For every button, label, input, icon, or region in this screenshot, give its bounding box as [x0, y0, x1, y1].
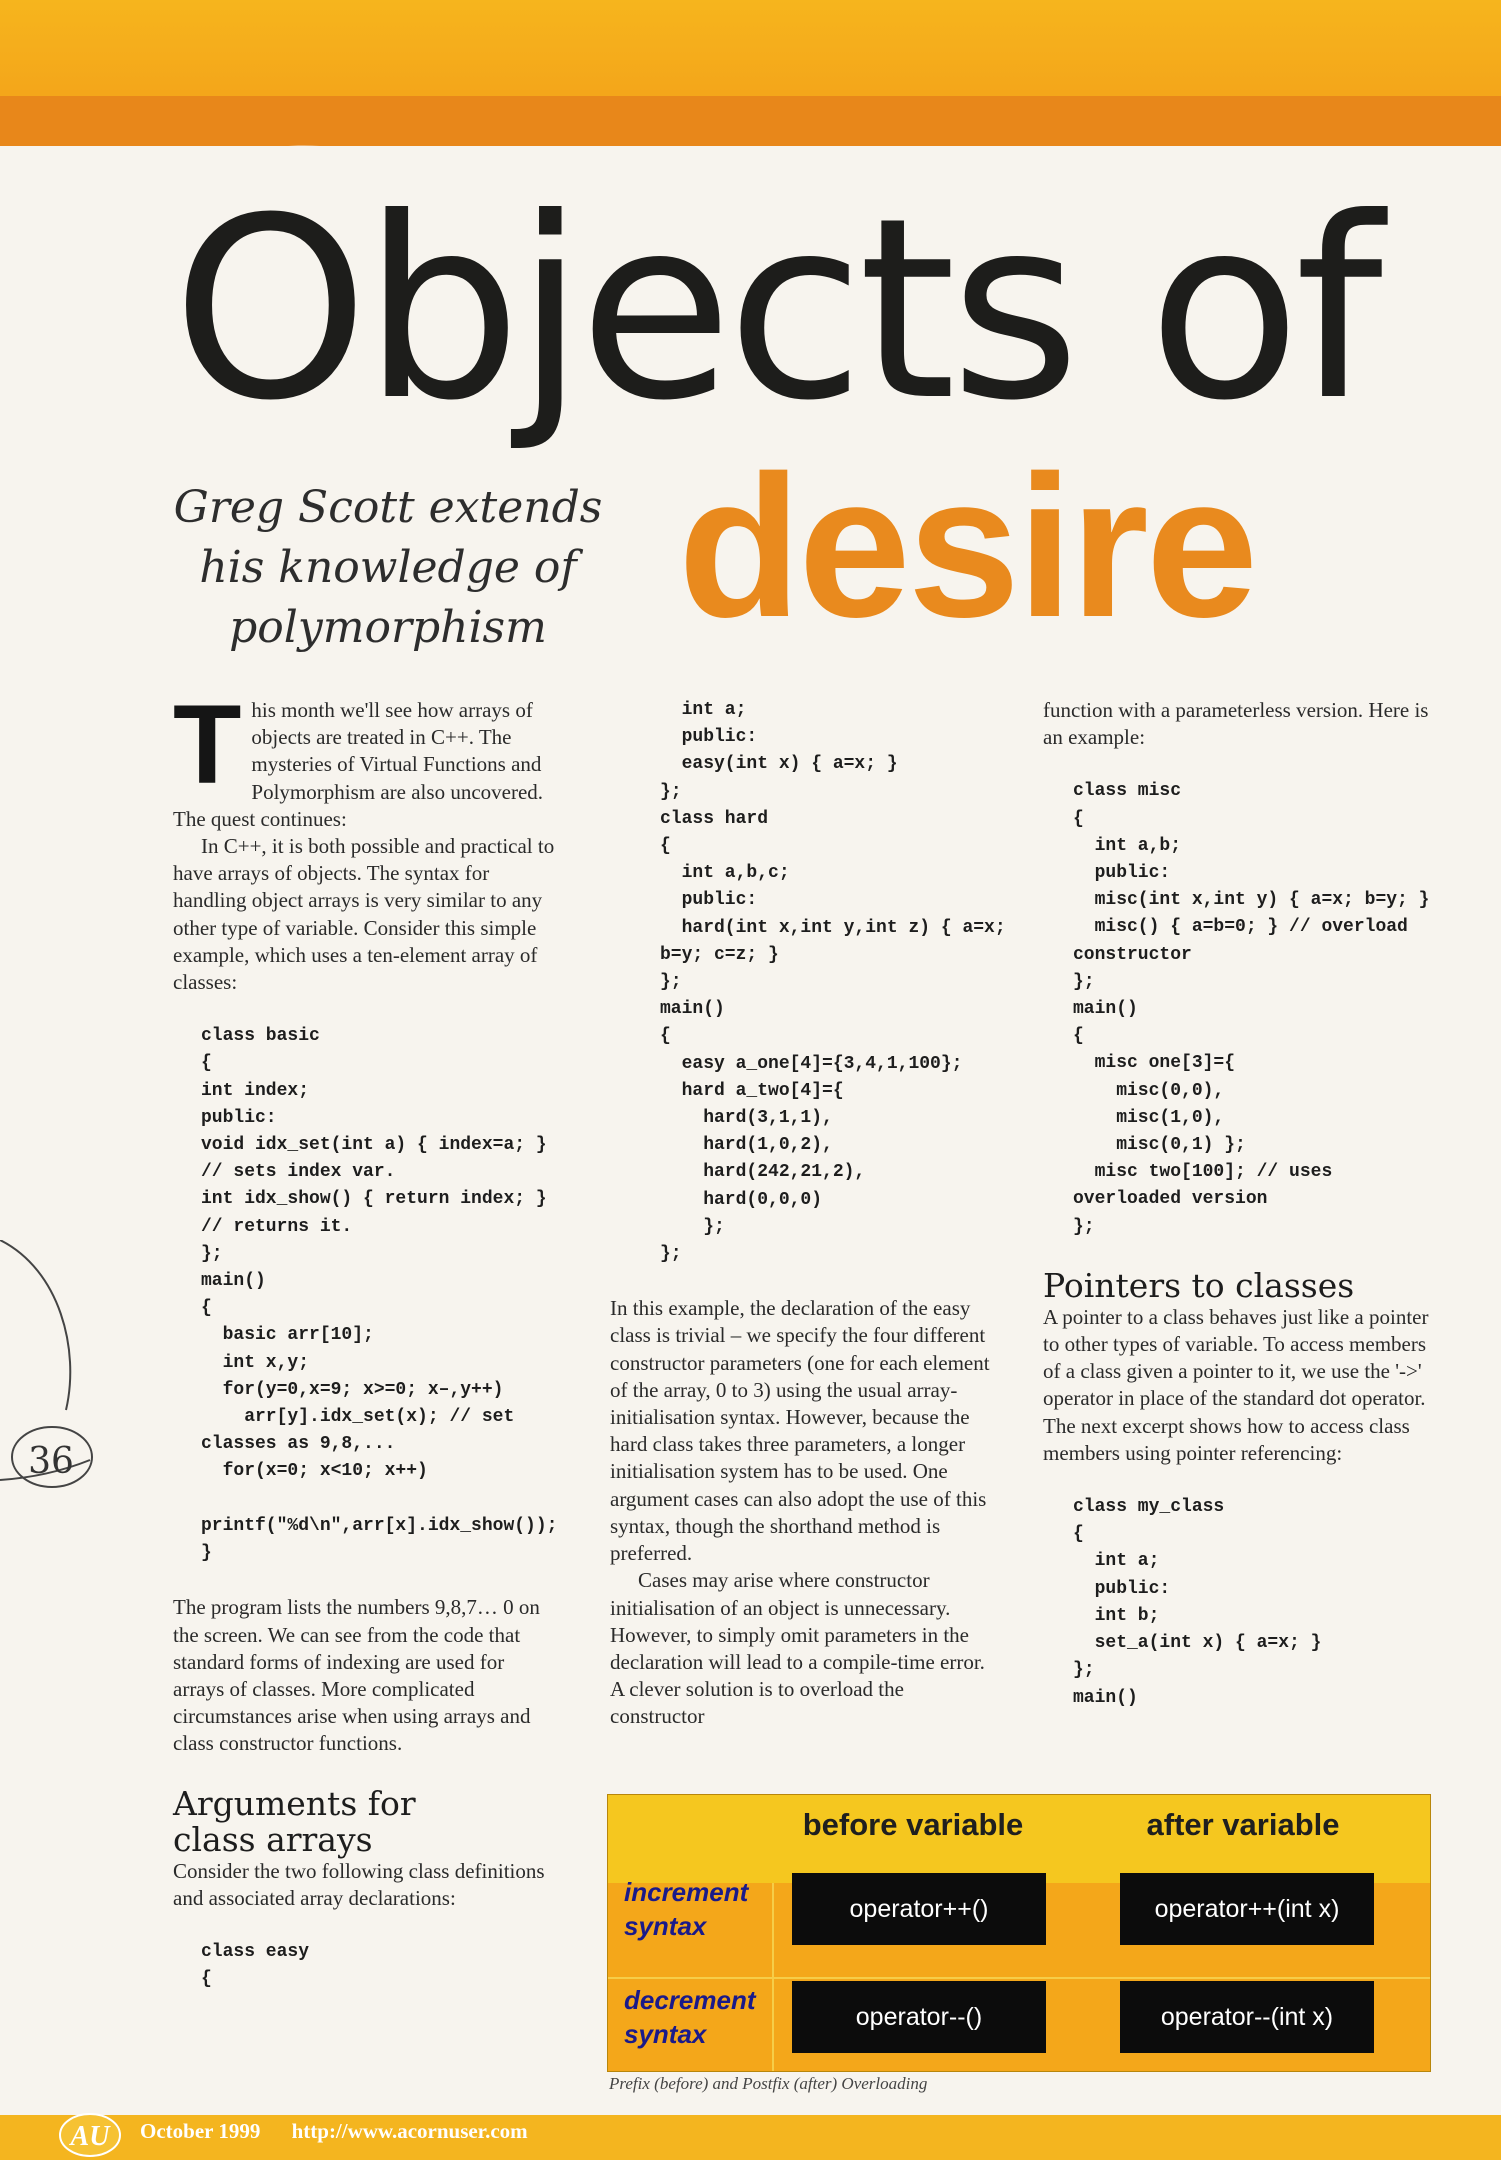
paragraph: Cases may arise where constructor initialisation of an object is unnecessary. However, to simply omit parameters in the declaration will lead to a compile-time error. A clever solution is to overload the constructor [610, 1568, 985, 1729]
postfix-decrement-box: operator--(int x) [1120, 1981, 1374, 2053]
code-listing-easy-hard: int a; public: easy(int x) { a=x; } }; class hard { int a,b,c; public: hard(int x,int y,int z) { a=x; b=y; c=z; } }; main() { easy a_one[4]={3,4,1,100}; hard a_two[4]={ hard(3,1,1), hard(1,0,2), hard(242,21,2), hard(0,0,0) }; }; [660, 700, 1006, 1265]
acorn-user-logo [56, 2111, 128, 2159]
subheading-arguments: Arguments for class arrays [173, 1783, 416, 1859]
code-listing-misc: class misc { int a,b; public: misc(int x,int y) { a=x; b=y; } misc() { a=b=0; } // overload constructor }; main() { misc one[3]={ misc(0,0), misc(1,0), misc(0,1) }; misc two[100]; // uses overloaded version }; [1073, 781, 1430, 1237]
svg-text:AU: AU [70, 2121, 110, 2152]
figure-caption: Prefix (before) and Postfix (after) Overloading [609, 2074, 928, 2093]
headline-desire: desire [678, 433, 1256, 659]
row-label-increment: increment syntax [624, 1877, 749, 1941]
code-listing-basic: class basic { int index; public: void idx_set(int a) { index=a; } // sets index var. int idx_show() { return index; } // returns it. }; main() { basic arr[10]; int x,y; for(y=0,x=9; x>=0; x–,y++) arr[y].idx_set(x); // set classes as 9,8,... for(x=0; x<10; x++) printf("%d\n",arr[x].idx_show()); } [201, 1026, 558, 1564]
prefix-increment-box: operator++() [792, 1873, 1046, 1945]
paragraph: Consider the two following class definitions and associated array declarations: [173, 1858, 545, 1910]
postfix-increment-box: operator++(int x) [1120, 1873, 1374, 1945]
headline-objects-of: Objects of [172, 164, 1377, 455]
code-listing-easy-start: class easy { [201, 1941, 310, 1990]
column-1 [173, 682, 558, 1993]
drop-cap: T [173, 682, 242, 807]
website-url[interactable]: http://www.acornuser.com [291, 2119, 528, 2143]
paragraph: A pointer to a class behaves just like a pointer to other types of variable. To access members of a class given a pointer to it, we use the '->' operator in place of the standard dot operator. The next excerpt shows how to access class members using pointer referencing: [1043, 1304, 1429, 1465]
paragraph: The program lists the numbers 9,8,7… 0 on the screen. We can see from the code that standard forms of indexing are used for arrays of classes. More complicated circumstances arise when using arrays and class constructor functions. [173, 1595, 540, 1756]
paragraph: function with a parameterless version. Here is an example: [1043, 698, 1429, 750]
page-number: 36 [28, 1441, 74, 1482]
footer-info [140, 2119, 554, 2144]
prefix-decrement-box: operator--() [792, 1981, 1046, 2053]
row-label-decrement: decrement syntax [624, 1985, 756, 2049]
paragraph: In this example, the declaration of the easy class is trivial – we specify the four different constructor parameters (one for each element of the array, 0 to 3) using the usual array-initialisation syntax. However, because the hard class takes three parameters, a longer initialisation system has to be used. One argument cases can also adopt the use of this syntax, though the shorthand method is preferred. [610, 1296, 990, 1566]
subheading-pointers: Pointers to classes [1043, 1265, 1355, 1305]
column-3 [1043, 697, 1433, 1712]
paragraph: In C++, it is both possible and practical to have arrays of objects. The syntax for handling object arrays is very similar to any other type of variable. Consider this simple example, which uses a ten-element array of classes: [173, 834, 555, 995]
table-divider [608, 1977, 1430, 1979]
column-header-before: before variable [802, 1807, 1024, 1842]
column-header-after: after variable [1146, 1807, 1340, 1842]
overloading-table [607, 1794, 1431, 2072]
standfirst: Greg Scott extends his knowledge of polymorphism [173, 482, 603, 653]
issue-date: October 1999 [140, 2119, 261, 2143]
code-listing-my-class: class my_class { int a; public: int b; set_a(int x) { a=x; } }; main() [1073, 1497, 1322, 1708]
intro-paragraph [173, 682, 558, 833]
intro-text: his month we'll see how arrays of objects are treated in C++. The mysteries of Virtual Functions and Polymorphism are also uncovered. The quest continues: [173, 698, 544, 831]
column-2 [610, 697, 1006, 1731]
